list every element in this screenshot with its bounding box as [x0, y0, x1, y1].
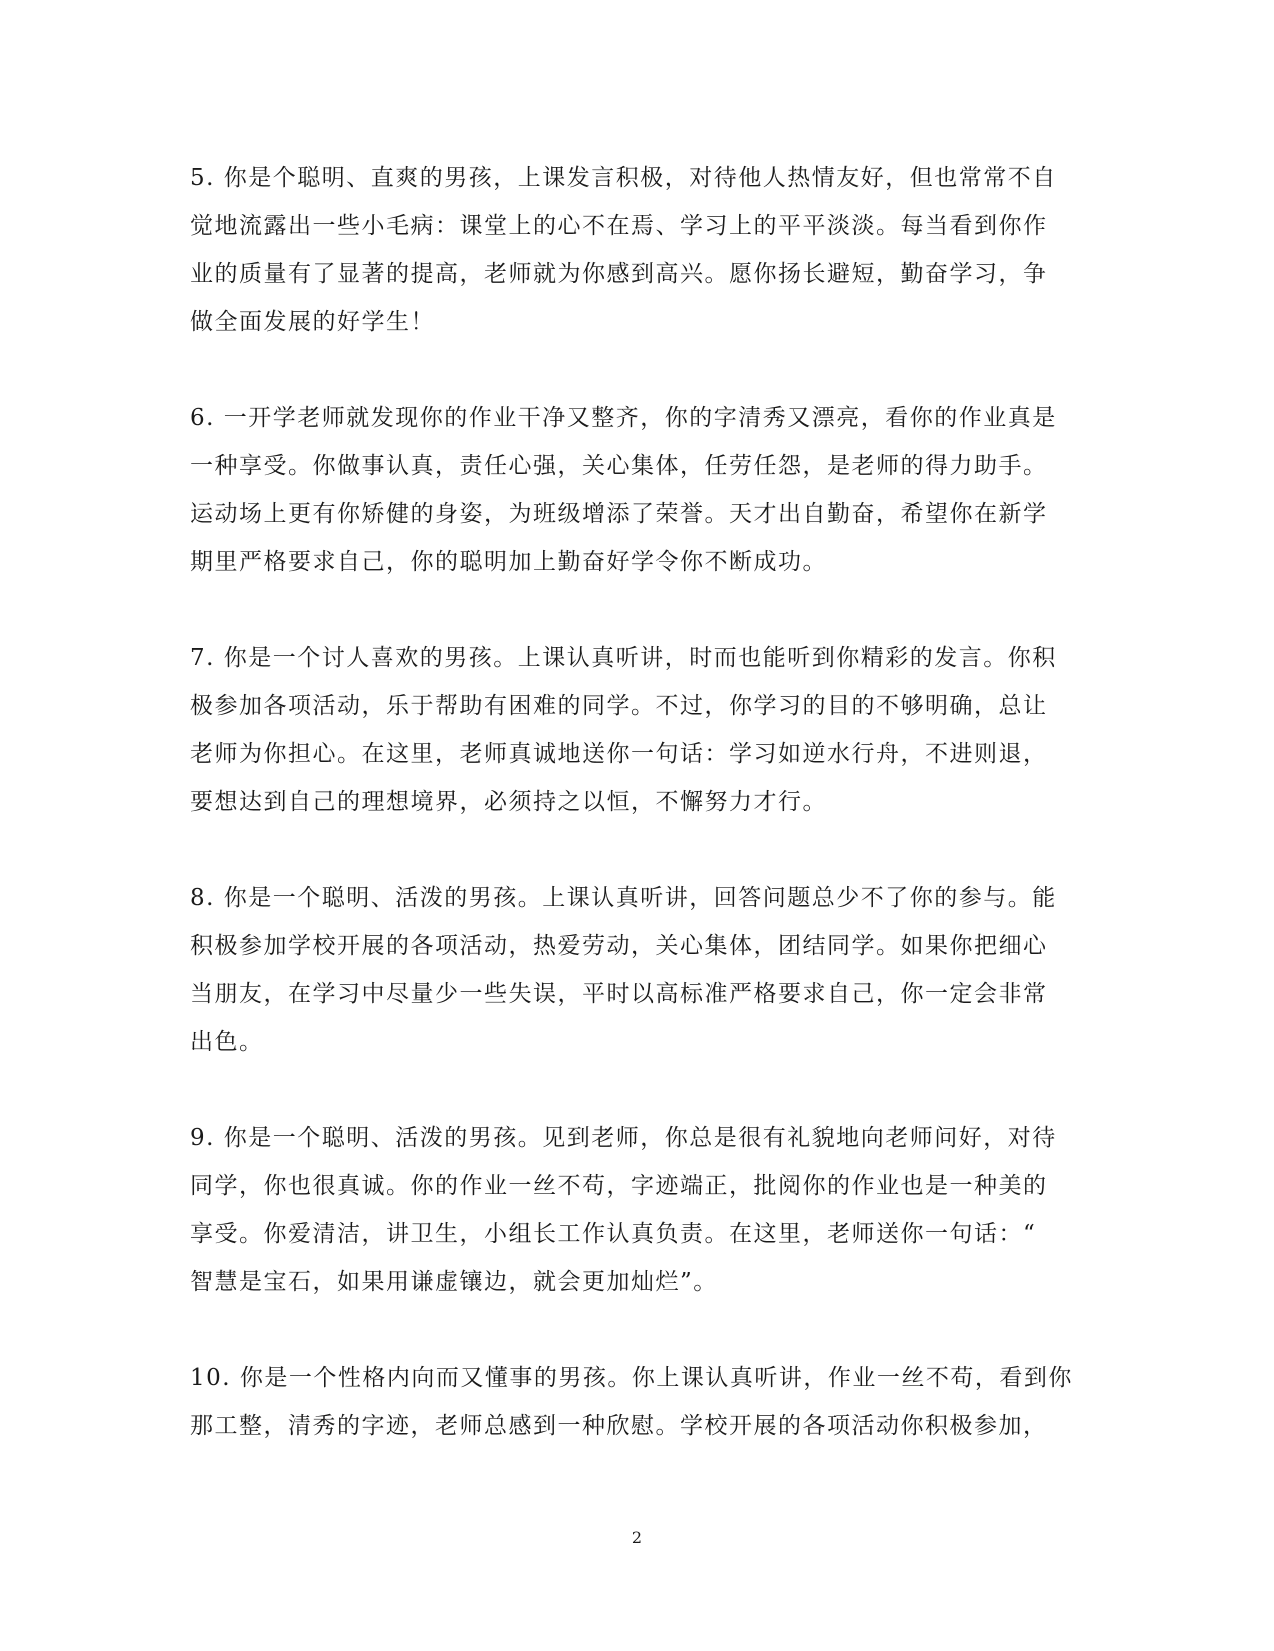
text-line: 期里严格要求自己，你的聪明加上勤奋好学令你不断成功。	[190, 549, 827, 575]
comment-paragraph-6	[190, 394, 1080, 586]
text-line: 业的质量有了显著的提高，老师就为你感到高兴。愿你扬长避短，勤奋学习，争	[190, 261, 1048, 287]
text-line: 同学，你也很真诚。你的作业一丝不苟，字迹端正，批阅你的作业也是一种美的	[190, 1173, 1048, 1199]
text-line: 积极参加学校开展的各项活动，热爱劳动，关心集体，团结同学。如果你把细心	[190, 933, 1048, 959]
text-line: 6. 一开学老师就发现你的作业干净又整齐，你的字清秀又漂亮，看你的作业真是	[190, 405, 1057, 431]
text-line: 老师为你担心。在这里，老师真诚地送你一句话：学习如逆水行舟，不进则退，	[190, 741, 1048, 767]
text-line: 那工整，清秀的字迹，老师总感到一种欣慰。学校开展的各项活动你积极参加，	[190, 1413, 1048, 1439]
comment-paragraph-9	[190, 1114, 1080, 1306]
comment-paragraph-8	[190, 874, 1080, 1066]
text-line: 享受。你爱清洁，讲卫生，小组长工作认真负责。在这里，老师送你一句话：“	[190, 1221, 1037, 1247]
text-line: 要想达到自己的理想境界，必须持之以恒，不懈努力才行。	[190, 789, 827, 815]
text-line: 7. 你是一个讨人喜欢的男孩。上课认真听讲，时而也能听到你精彩的发言。你积	[190, 645, 1057, 671]
text-line: 智慧是宝石，如果用谦虚镶边，就会更加灿烂”。	[190, 1269, 718, 1295]
text-line: 10. 你是一个性格内向而又懂事的男孩。你上课认真听讲，作业一丝不苟，看到你	[190, 1365, 1073, 1391]
text-line: 极参加各项活动，乐于帮助有困难的同学。不过，你学习的目的不够明确，总让	[190, 693, 1048, 719]
document-body	[190, 154, 1080, 1498]
comment-paragraph-5	[190, 154, 1080, 346]
text-line: 运动场上更有你矫健的身姿，为班级增添了荣誉。天才出自勤奋，希望你在新学	[190, 501, 1048, 527]
text-line: 做全面发展的好学生！	[190, 309, 435, 335]
page-number: 2	[631, 1528, 643, 1547]
text-line: 9. 你是一个聪明、活泼的男孩。见到老师，你总是很有礼貌地向老师问好，对待	[190, 1125, 1057, 1151]
comment-paragraph-10	[190, 1354, 1080, 1450]
text-line: 一种享受。你做事认真，责任心强，关心集体，任劳任怨，是老师的得力助手。	[190, 453, 1048, 479]
comment-paragraph-7	[190, 634, 1080, 826]
text-line: 8. 你是一个聪明、活泼的男孩。上课认真听讲，回答问题总少不了你的参与。能	[190, 885, 1057, 911]
text-line: 觉地流露出一些小毛病：课堂上的心不在焉、学习上的平平淡淡。每当看到你作	[190, 213, 1048, 239]
text-line: 出色。	[190, 1029, 264, 1055]
text-line: 当朋友，在学习中尽量少一些失误，平时以高标准严格要求自己，你一定会非常	[190, 981, 1048, 1007]
text-line: 5. 你是个聪明、直爽的男孩，上课发言积极，对待他人热情友好，但也常常不自	[190, 165, 1057, 191]
